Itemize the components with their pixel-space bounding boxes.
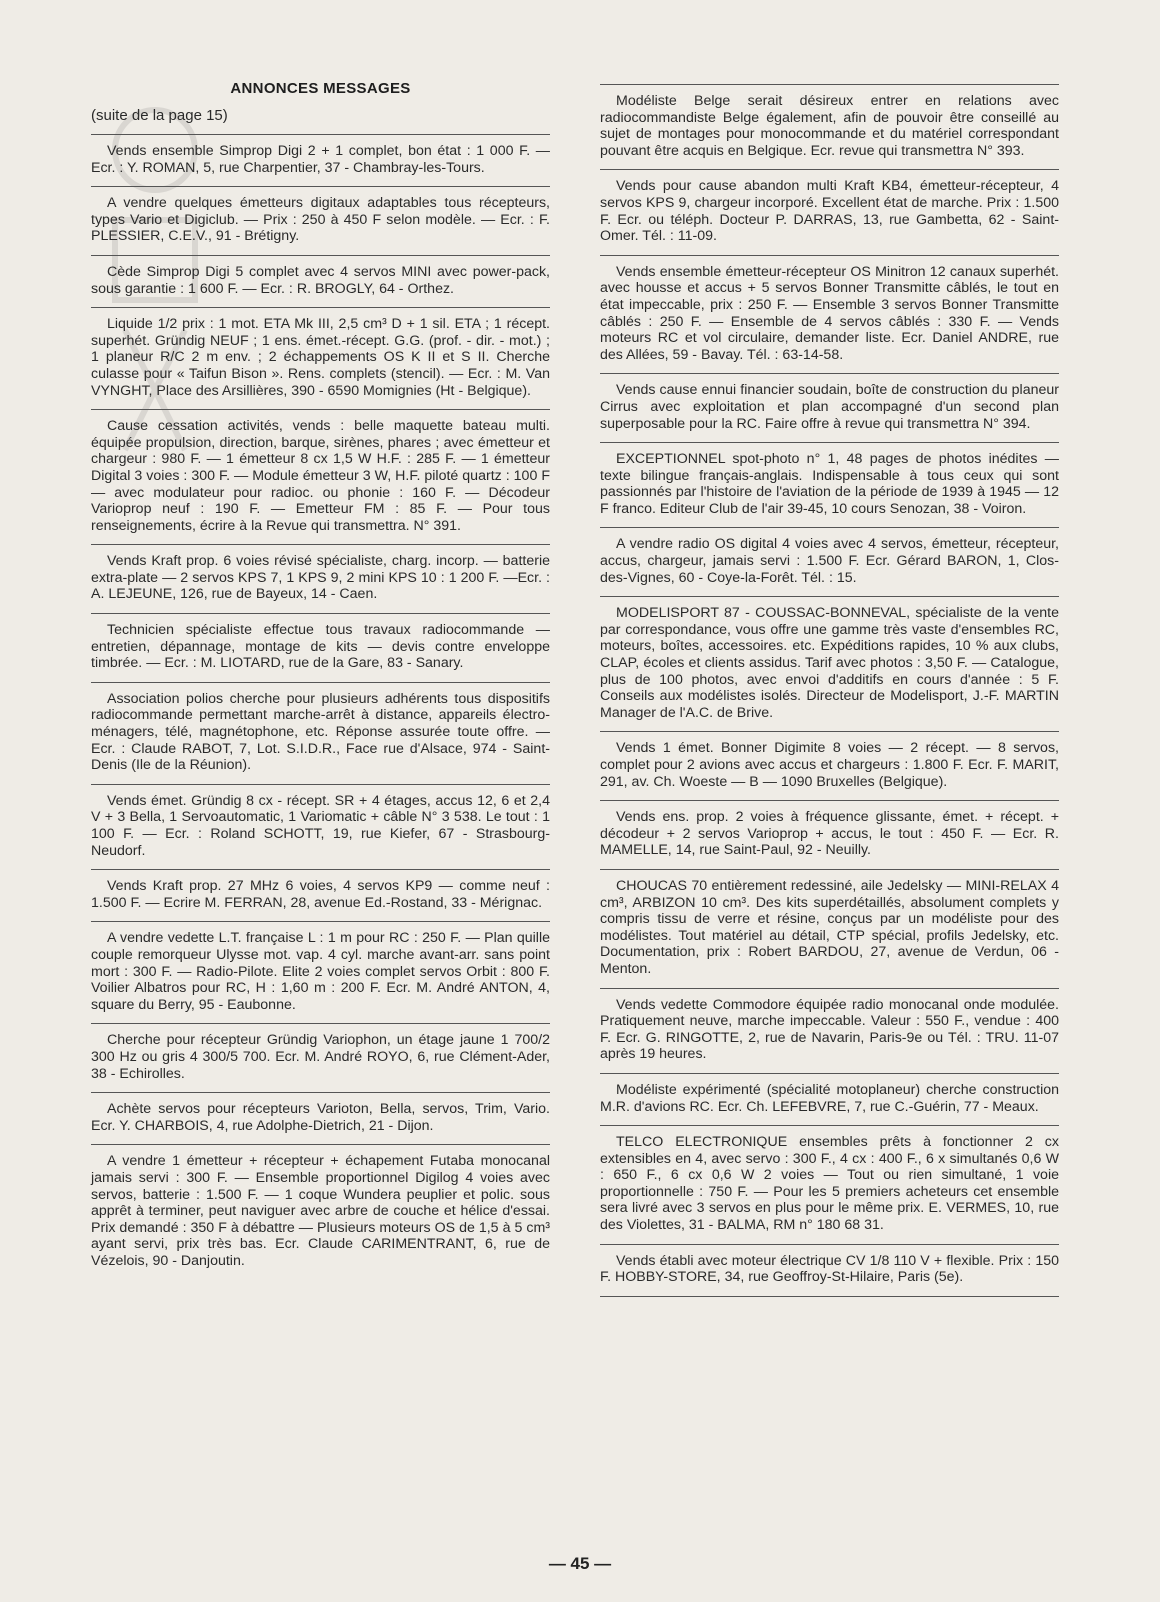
page-title: ANNONCES MESSAGES [230,80,411,97]
classified-ad: Vends Kraft prop. 6 voies révisé spécialiste, charg. incorp. — batterie extra-plate — 2 servos KPS 7, 1 KPS 9, 2 mini KPS 10 : 1 200 F. —Ecr. : A. LEJEUNE, 126, rue de Bayeux, 14 - Caen. [91,544,550,613]
column-end-rule [600,1296,1059,1297]
classified-ad: Vends ens. prop. 2 voies à fréquence glissante, émet. + récept. + décodeur + 2 servos Varioprop + accus, le tout : 450 F. — Ecr. R. MAMELLE, 14, rue Saint-Paul, 92 - Neuilly. [600,800,1059,869]
classified-ad: Liquide 1/2 prix : 1 mot. ETA Mk III, 2,5 cm³ D + 1 sil. ETA ; 1 récept. superhét. Gründig NEUF ; 1 ens. émet.-récept. G.G. (prof. - dir. - mot.) ; 1 planeur R/C 2 m env. ; 2 échappements OS K II et S II. Cherche culasse pour « Taifun Bison ». Rens. complets (stencil). — Ecr. : M. Van VYNGHT, Place des Arsillières, 390 - 6590 Momignies (Ht - Belgique). [91,307,550,409]
classified-ad: Vends Kraft prop. 27 MHz 6 voies, 4 servos KP9 — comme neuf : 1.500 F. — Ecrire M. FERRAN, 28, avenue Ed.-Rostand, 33 - Mérignac. [91,869,550,921]
classified-ad: Modéliste expérimenté (spécialité motoplaneur) cherche construction M.R. d'avions RC. Ecr. Ch. LEFEBVRE, 7, rue C.-Guérin, 77 - Meaux. [600,1073,1059,1125]
classified-ad: Vends établi avec moteur électrique CV 1/8 110 V + flexible. Prix : 150 F. HOBBY-STORE, 34, rue Geoffroy-St-Hilaire, Paris (5e). [600,1244,1059,1296]
classified-ad: Modéliste Belge serait désireux entrer en relations avec radiocommandiste Belge également, afin de pouvoir être conseillé au sujet de montages pour monocommande et du matériel correspondant pouvant être acquis en Belgique. Ecr. revue qui transmettra N° 393. [600,84,1059,169]
classified-ad: A vendre vedette L.T. française L : 1 m pour RC : 250 F. — Plan quille couple remorqueur Ulysse mot. vap. 4 cyl. marche avant-arr. sans point mort : 300 F. — Radio-Pilote. Elite 2 voies complet servos Orbit : 800 F. Voilier Albatros pour RC, H : 1,60 m : 200 F. Ecr. M. André ANTON, 4, square du Berry, 95 - Eaubonne. [91,921,550,1023]
classified-ad: Vends ensemble émetteur-récepteur OS Minitron 12 canaux superhét. avec housse et accus + 5 servos Bonner Transmitte câblés, le tout en état impeccable, prix : 250 F. — Ensemble 3 servos Bonner Transmitte câblés : 250 F. — Ensemble de 4 servos câblés : 330 F. — Vends moteurs RC et vol circulaire, demander liste. Ecr. Daniel ANDRE, rue des Allées, 59 - Bavay. Tél. : 63-14-58. [600,255,1059,374]
classified-ad: CHOUCAS 70 entièrement redessiné, aile Jedelsky — MINI-RELAX 4 cm³, ARBIZON 10 cm³. Des kits superdétaillés, absolument complets y compris tissu de verre et résine, conçus par un modéliste pour des modélistes. Tout matériel au détail, CTP spécial, profils Jedelsky, etc. Documentation, prix : Robert BARDOU, 27, avenue de Verdun, 06 - Menton. [600,869,1059,988]
classified-ad: Cherche pour récepteur Gründig Variophon, un étage jaune 1 700/2 300 Hz ou gris 4 300/5 700. Ecr. M. André ROYO, 6, rue Clément-Ader, 38 - Echirolles. [91,1023,550,1092]
classified-ad: MODELISPORT 87 - COUSSAC-BONNEVAL, spécialiste de la vente par correspondance, vous offre une gamme très vaste d'ensembles RC, moteurs, boîtes, accessoires. etc. Expéditions rapides, 10 % aux clubs, CLAP, écoles et clients assidus. Tarif avec photos : 3,50 F. — Catalogue, plus de 100 photos, avec envoi d'additifs en cours d'année : 5 F. Conseils aux modélistes isolés. Directeur de Modelisport, J.-F. MARTIN Manager de l'A.C. de Brive. [600,596,1059,731]
classified-ad: A vendre quelques émetteurs digitaux adaptables tous récepteurs, types Vario et Digiclub. — Prix : 250 à 450 F selon modèle. — Ecr. : F. PLESSIER, C.E.V., 91 - Brétigny. [91,186,550,255]
classified-ad: Achète servos pour récepteurs Varioton, Bella, servos, Trim, Vario. Ecr. Y. CHARBOIS, 4, rue Adolphe-Dietrich, 21 - Dijon. [91,1092,550,1144]
continuation-note: (suite de la page 15) [91,107,228,124]
right-column [600,84,1059,1297]
classified-ad: Vends 1 émet. Bonner Digimite 8 voies — 2 récept. — 8 servos, complet pour 2 avions avec accus et chargeurs : 1.800 F. Ecr. F. MARIT, 291, av. Ch. Woeste — B — 1090 Bruxelles (Belgique). [600,731,1059,800]
classified-ad: Vends émet. Gründig 8 cx - récept. SR + 4 étages, accus 12, 6 et 2,4 V + 3 Bella, 1 Servoautomatic, 1 Variomatic + câble N° 3 538. Le tout : 1 100 F. — Ecr. : Roland SCHOTT, 19, rue Kiefer, 67 - Strasbourg-Neudorf. [91,784,550,869]
classified-ad: Association polios cherche pour plusieurs adhérents tous dispositifs radiocommande permettant marche-arrêt à distance, appareils électro-ménagers, télé, magnétophone, etc. Réponse assurée toute offre. — Ecr. : Claude RABOT, 7, Lot. S.I.D.R., Face rue d'Alsace, 974 - Saint-Denis (Ile de la Réunion). [91,682,550,784]
classified-ad: Cause cessation activités, vends : belle maquette bateau multi. équipée propulsion, direction, barque, sirènes, phares ; avec émetteur et chargeur : 980 F. — 1 émetteur 8 cx 1,5 W H.F. : 285 F. — 1 émetteur Digital 3 voies : 300 F. — Module émetteur 3 W, H.F. piloté quartz : 100 F — avec modulateur pour radioc. ou phonie : 160 F. — Décodeur Varioprop neuf : 190 F. — Emetteur FM : 85 F. — Pour tous renseignements, écrire à la Revue qui transmettra. N° 391. [91,409,550,544]
classified-ad: Vends pour cause abandon multi Kraft KB4, émetteur-récepteur, 4 servos KPS 9, chargeur incorporé. Excellent état de marche. Prix : 1.500 F. Ecr. ou téléph. Docteur P. DARRAS, 13, rue Gambetta, 62 - Saint-Omer. Tél. : 11-09. [600,169,1059,254]
classified-ad: A vendre radio OS digital 4 voies avec 4 servos, émetteur, récepteur, accus, chargeur, jamais servi : 1.500 F. Ecr. Gérard BARON, 1, Clos-des-Vignes, 60 - Coye-la-Forêt. Tél. : 15. [600,527,1059,596]
classified-ad: A vendre 1 émetteur + récepteur + échapement Futaba monocanal jamais servi : 300 F. — Ensemble proportionnel Digilog 4 voies avec servos, batterie : 1.500 F. — 1 coque Wundera peuplier et polic. sous apprêt à terminer, peut naviguer avec arbre de couche et hélice d'essai. Prix demandé : 350 F à débattre — Plusieurs moteurs OS de 1,5 à 5 cm³ ayant servi, prix très bas. Ecr. Claude CARIMENTRANT, 6, rue de Vézelois, 90 - Danjoutin. [91,1144,550,1279]
classified-ad: Vends ensemble Simprop Digi 2 + 1 complet, bon état : 1 000 F. — Ecr. : Y. ROMAN, 5, rue Charpentier, 37 - Chambray-les-Tours. [91,134,550,186]
left-column [91,76,550,1279]
classified-ad: Vends cause ennui financier soudain, boîte de construction du planeur Cirrus avec exploitation et plan accompagné d'un second plan superposable pour la RC. Faire offre à revue qui transmettra N° 394. [600,373,1059,442]
classified-ad: Vends vedette Commodore équipée radio monocanal onde modulée. Pratiquement neuve, marche impeccable. Valeur : 550 F., vendue : 400 F. Ecr. G. RINGOTTE, 2, rue de Navarin, Paris-9e ou Tél. : TRU. 11-07 après 19 heures. [600,988,1059,1073]
classified-ad: TELCO ELECTRONIQUE ensembles prêts à fonctionner 2 cx extensibles en 4, avec servo : 300 F., 4 cx : 400 F., 6 x simultanés 0,6 W : 650 F., 6 cx 0,6 W 2 voies — Tout ou rien simultané, 1 voie proportionnelle : 750 F. — Pour les 5 premiers acheteurs cet ensemble sera livré avec 3 servos en plus pour le même prix. E. VERMES, 10, rue des Violettes, 31 - BALMA, RM n° 180 68 31. [600,1125,1059,1244]
classified-ad: Technicien spécialiste effectue tous travaux radiocommande — entretien, dépannage, montage de kits — devis contre enveloppe timbrée. — Ecr. : M. LIOTARD, rue de la Gare, 83 - Sanary. [91,613,550,682]
classified-ad: EXCEPTIONNEL spot-photo n° 1, 48 pages de photos inédites — texte bilingue français-anglais. Indispensable à tous ceux qui sont passionnés par l'histoire de l'aviation de la période de 1939 à 1945 — 12 F franco. Editeur Club de l'air 39-45, 10 cours Senozan, 38 - Voiron. [600,442,1059,527]
classified-ad: Cède Simprop Digi 5 complet avec 4 servos MINI avec power-pack, sous garantie : 1 600 F. — Ecr. : R. BROGLY, 64 - Orthez. [91,255,550,307]
page-number: — 45 — [548,1554,612,1573]
